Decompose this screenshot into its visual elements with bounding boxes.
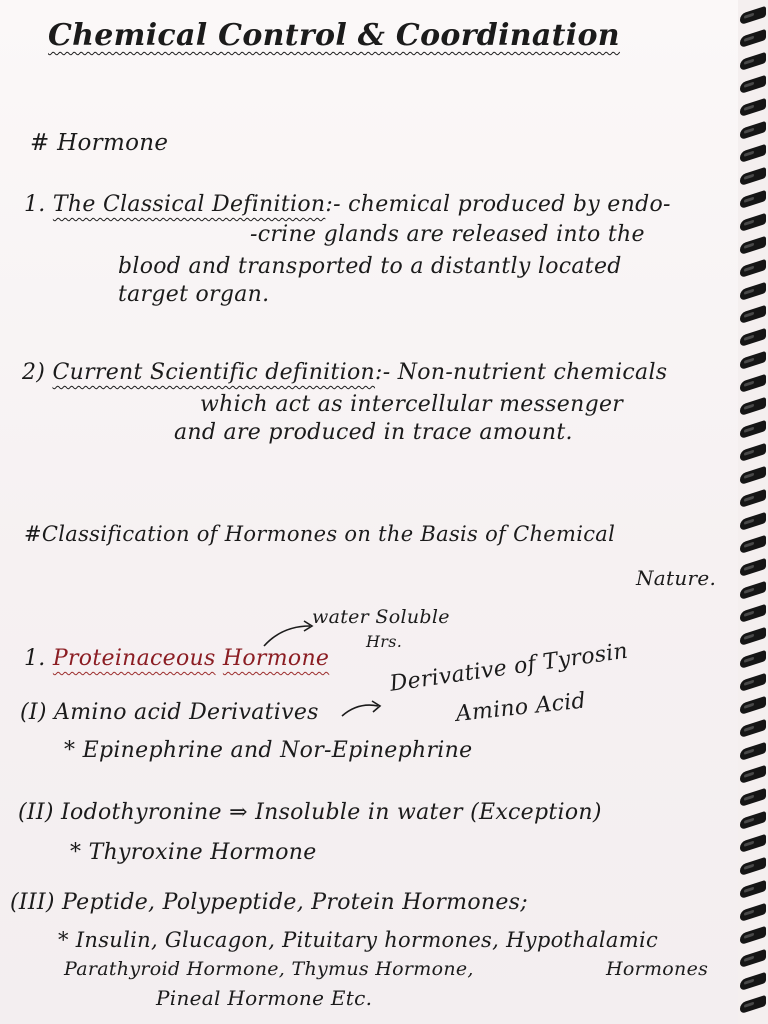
binding-coil [740, 167, 766, 186]
binding-coil [740, 535, 766, 554]
binding-coil [740, 351, 766, 370]
tyrosin-note: Derivative of Tyrosin [388, 638, 630, 697]
iodothyronine-line [18, 800, 602, 825]
hrs-note: Hrs. [366, 632, 403, 651]
binding-coil [740, 489, 766, 508]
def2-line1 [22, 360, 667, 385]
spiral-binding [738, 0, 768, 1024]
proteinaceous-word: Proteinaceous [52, 646, 216, 671]
def2-line2: which act as intercellular messenger [200, 392, 624, 417]
binding-coil [740, 98, 766, 117]
binding-coil [740, 857, 766, 876]
binding-coil [740, 880, 766, 899]
binding-coil [740, 581, 766, 600]
binding-coil [740, 995, 766, 1014]
binding-coil [740, 673, 766, 692]
binding-coil [740, 604, 766, 623]
binding-coil [740, 190, 766, 209]
hormone-word: Hormone [222, 646, 330, 671]
binding-coil [740, 305, 766, 324]
thyroxine-example: * Thyroxine Hormone [70, 840, 317, 865]
binding-coil [740, 903, 766, 922]
binding-coil [740, 512, 766, 531]
binding-coil [740, 949, 766, 968]
peptide-example3: Pineal Hormone Etc. [156, 986, 373, 1010]
def2-number: 2) [22, 360, 46, 385]
binding-coil [740, 374, 766, 393]
epinephrine-example: * Epinephrine and Nor-Epinephrine [64, 738, 473, 763]
binding-coil [740, 213, 766, 232]
binding-coil [740, 443, 766, 462]
binding-coil [740, 558, 766, 577]
peptide-example2: Parathyroid Hormone, Thymus Hormone, [64, 958, 474, 980]
proteinaceous-line [24, 646, 329, 671]
binding-coil [740, 121, 766, 140]
binding-coil [740, 650, 766, 669]
def1-label: The Classical Definition [52, 192, 326, 217]
binding-coil [740, 29, 766, 48]
binding-coil [740, 834, 766, 853]
binding-coil [740, 282, 766, 301]
binding-coil [740, 328, 766, 347]
binding-coil [740, 6, 766, 25]
iodothyronine-label: (II) Iodothyronine [18, 800, 222, 825]
amino-acid-label: (I) Amino acid Derivatives [20, 700, 319, 725]
binding-coil [740, 742, 766, 761]
binding-coil [740, 236, 766, 255]
amino-acid-note: Amino Acid [454, 688, 588, 727]
def1-line2: -crine glands are released into the [250, 222, 645, 247]
binding-coil [740, 719, 766, 738]
binding-coil [740, 466, 766, 485]
page-title: Chemical Control & Coordination [48, 18, 620, 53]
iodothyronine-note: ⇒ Insoluble in water (Exception) [229, 800, 602, 825]
binding-coil [740, 788, 766, 807]
binding-coil [740, 972, 766, 991]
binding-coil [740, 75, 766, 94]
binding-coil [740, 259, 766, 278]
binding-coil [740, 765, 766, 784]
binding-coil [740, 811, 766, 830]
def1-line1 [24, 192, 671, 217]
binding-coil [740, 627, 766, 646]
hormone-heading [30, 130, 168, 156]
peptide-example1b: Hormones [606, 958, 709, 980]
def1-number: 1. [24, 192, 46, 217]
binding-coil [740, 397, 766, 416]
water-soluble-note: water Soluble [312, 606, 450, 628]
peptide-example1: * Insulin, Glucagon, Pituitary hormones, Hypothalamic [58, 928, 659, 952]
arrow-to-water-soluble [262, 618, 322, 648]
def1-text1: :- chemical produced by endo- [325, 192, 671, 217]
binding-coil [740, 52, 766, 71]
def2-text1: :- Non-nutrient chemicals [375, 360, 668, 385]
proteinaceous-number: 1. [24, 646, 46, 671]
peptide-label: (III) Peptide, Polypeptide, Protein Hormones; [10, 890, 528, 915]
classification-heading: #Classification of Hormones on the Basis of Chemical [24, 522, 616, 546]
binding-coil [740, 420, 766, 439]
binding-coil [740, 926, 766, 945]
arrow-to-tyrosine [340, 700, 384, 720]
def2-line3: and are produced in trace amount. [174, 420, 573, 445]
def1-line3: blood and transported to a distantly located [118, 254, 622, 279]
def2-label: Current Scientific definition [52, 360, 376, 385]
classification-heading-cont: Nature. [636, 566, 717, 590]
binding-coil [740, 144, 766, 163]
binding-coil [740, 696, 766, 715]
hormone-heading-text: # Hormone [30, 130, 169, 156]
def1-line4: target organ. [118, 282, 270, 307]
